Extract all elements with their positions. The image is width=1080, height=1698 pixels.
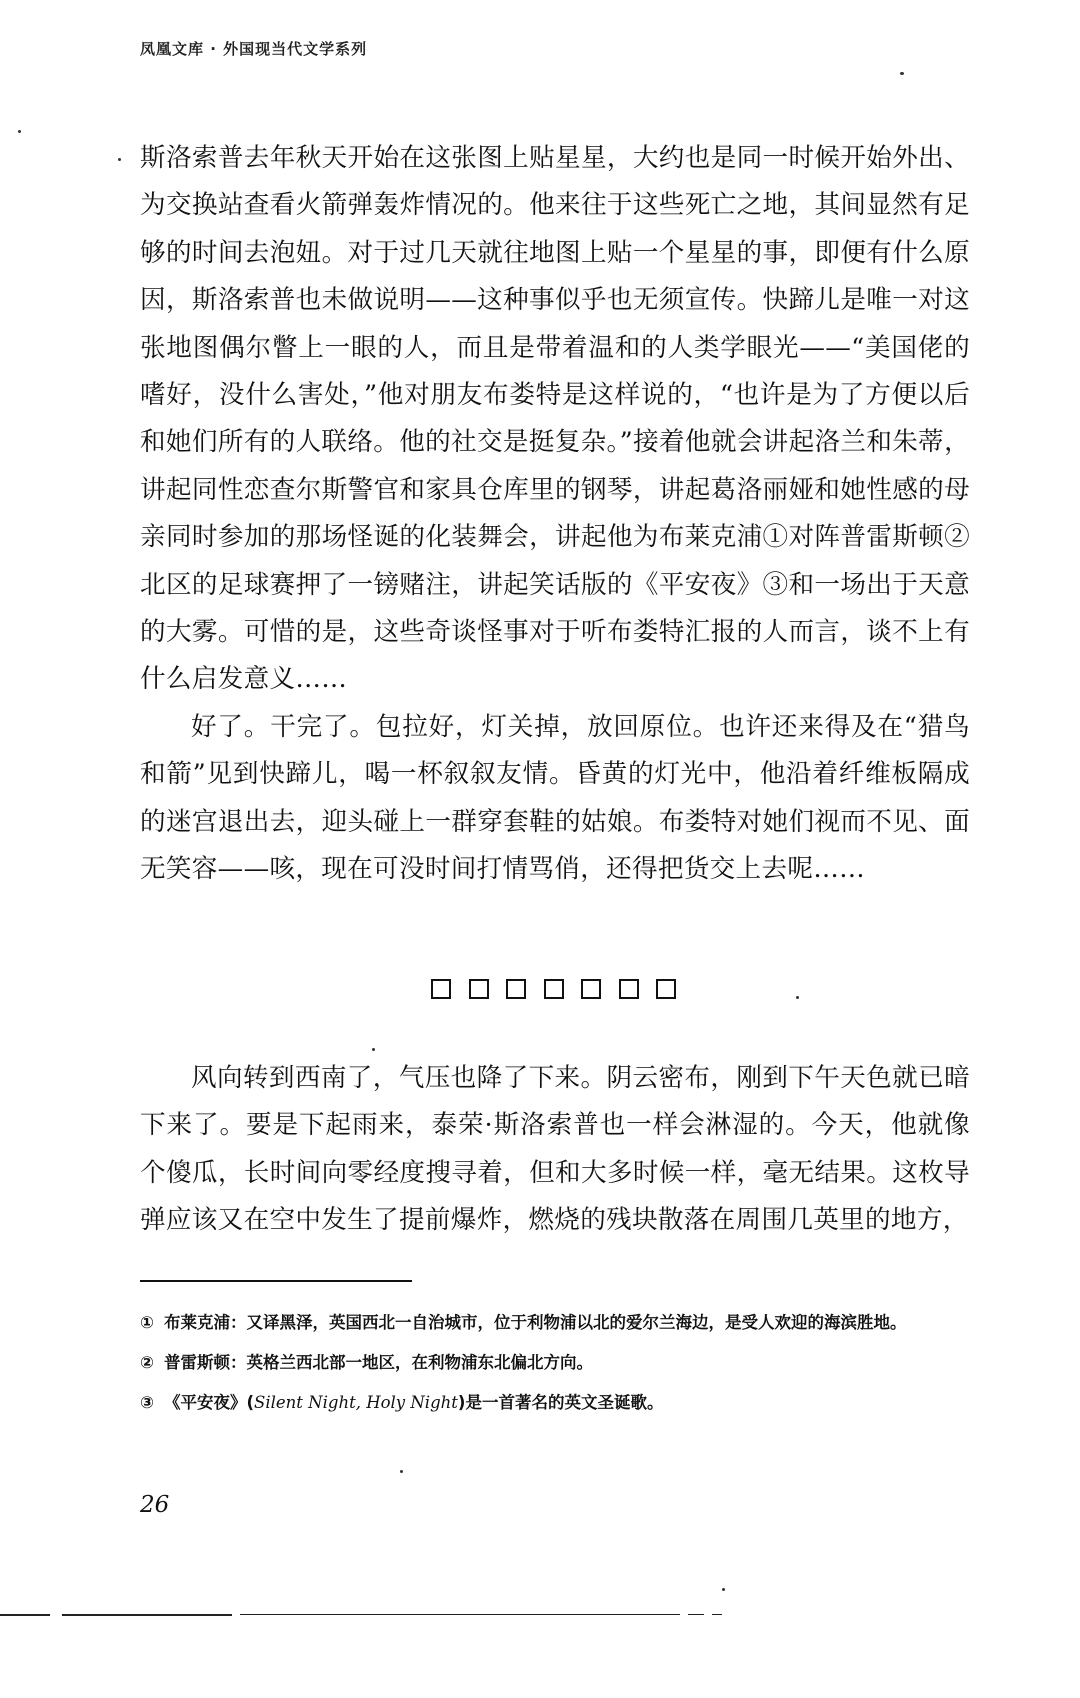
footnote-3	[140, 1387, 970, 1419]
paragraph-3: 风向转到西南了，气压也降了下来。阴云密布，刚到下午天色就已暗下来了。要是下起雨来，泰荣·斯洛索普也一样会淋湿的。今天，他就像个傻瓜，长时间向零经度搜寻着，但和大多时候一样，毫无结果。这枚导弹应该又在空中发生了提前爆炸，燃烧的残块散落在周围几英里的地方，	[140, 1063, 970, 1236]
section-break-box	[431, 979, 451, 999]
footnotes	[140, 1307, 970, 1427]
footnote-marker: ③	[140, 1393, 154, 1412]
scan-dust	[372, 1048, 375, 1051]
section-break-box	[544, 979, 564, 999]
scan-dust	[118, 158, 121, 161]
scan-edge-line	[240, 1614, 680, 1615]
scan-dust	[796, 996, 799, 999]
footnote-marker: ②	[140, 1353, 154, 1372]
scan-dust	[18, 130, 21, 133]
section-break	[431, 973, 676, 1005]
footnote-separator	[140, 1280, 412, 1282]
scan-dust	[900, 72, 904, 75]
paragraph-1: 斯洛索普去年秋天开始在这张图上贴星星，大约也是同一时候开始外出、为交换站查看火箭弹轰炸情况的。他来往于这些死亡之地，其间显然有足够的时间去泡妞。对于过几天就往地图上贴一个星星的事，即便有什么原因，斯洛索普也未做说明——这种事似乎也无须宣传。快蹄儿是唯一对这张地图偶尔瞥上一眼的人，而且是带着温和的人类学眼光——“美国佬的嗜好，没什么害处，”他对朋友布娄特是这样说的，“也许是为了方便以后和她们所有的人联络。他的社交是挺复杂。”接着他就会讲起洛兰和朱蒂，讲起同性恋查尔斯警官和家具仓库里的钢琴，讲起葛洛丽娅和她性感的母亲同时参加的那场怪诞的化装舞会，讲起他为布莱克浦①对阵普雷斯顿②北区的足球赛押了一镑赌注，讲起笑话版的《平安夜》③和一场出于天意的大雾。可惜的是，这些奇谈怪事对于听布娄特汇报的人而言，谈不上有什么启发意义……	[140, 143, 970, 695]
body-text-block-1	[140, 135, 970, 894]
footnote-text: 布莱克浦：又译黑泽，英国西北一自治城市，位于利物浦以北的爱尔兰海边，是受人欢迎的海滨胜地。	[164, 1313, 907, 1332]
page-number: 26	[140, 1492, 170, 1518]
scan-edge-line	[712, 1614, 722, 1615]
song-title-english: Silent Night, Holy Night	[254, 1393, 458, 1412]
scan-edge-line	[62, 1614, 232, 1616]
footnote-1	[140, 1307, 970, 1339]
paragraph-2: 好了。干完了。包拉好，灯关掉，放回原位。也许还来得及在“猎鸟和箭”见到快蹄儿，喝一杯叙叙友情。昏黄的灯光中，他沿着纤维板隔成的迷宫退出去，迎头碰上一群穿套鞋的姑娘。布娄特对她们视而不见、面无笑容——咳，现在可没时间打情骂俏，还得把货交上去呢……	[140, 711, 970, 885]
footnote-text-after: )是一首著名的英文圣诞歌。	[457, 1393, 664, 1412]
footnote-2	[140, 1347, 970, 1379]
section-break-box	[619, 979, 639, 999]
section-break-box	[656, 979, 676, 999]
footnote-text-before: 《平安夜》(	[164, 1393, 255, 1412]
section-break-box	[506, 979, 526, 999]
footnote-text	[164, 1387, 970, 1419]
footnote-marker: ①	[140, 1313, 154, 1332]
scan-dust	[400, 1470, 403, 1473]
scan-edge-line	[0, 1614, 50, 1616]
footnote-text: 普雷斯顿：英格兰西北部一地区，在利物浦东北偏北方向。	[164, 1353, 593, 1372]
running-header: 凤凰文库 · 外国现当代文学系列	[140, 40, 368, 58]
body-text-block-2	[140, 1055, 970, 1245]
scan-edge-line	[688, 1614, 704, 1615]
scan-dust	[722, 1588, 725, 1591]
section-break-box	[581, 979, 601, 999]
section-break-box	[469, 979, 489, 999]
